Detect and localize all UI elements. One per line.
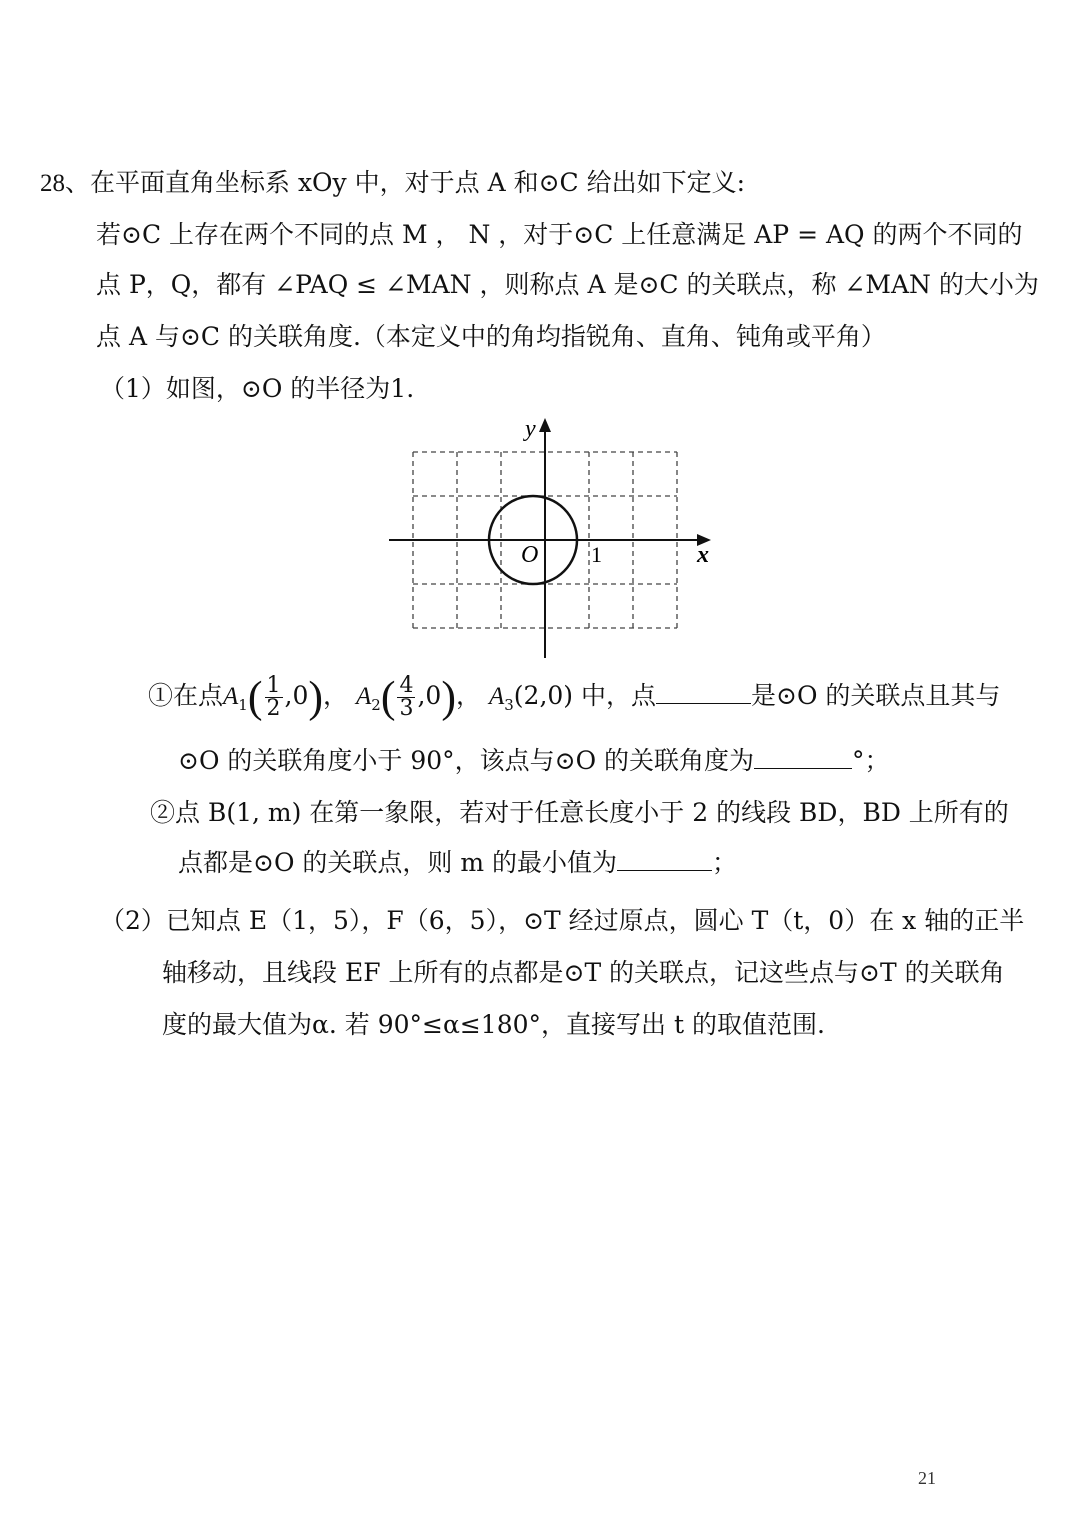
y-axis-arrow: [539, 418, 551, 432]
sub1-line2-head: ⊙O 的关联角度小于 90°，该点与⊙O 的关联角度为: [178, 746, 755, 775]
tick-label-one: 1: [591, 542, 602, 567]
point-a1-subscript: 1: [238, 696, 248, 714]
sub2-line2-head: 点都是⊙O 的关联点，则 m 的最小值为: [178, 848, 617, 877]
definition-line-3: 点 A 与⊙C 的关联角度.（本定义中的角均指锐角、直角、钝角或平角）: [96, 322, 886, 351]
sub2-line-1: ②点 B(1, m) 在第一象限，若对于任意长度小于 2 的线段 BD，BD 上所有的: [150, 798, 1009, 827]
point-a3-subscript: 3: [504, 696, 514, 714]
separator-1: ，: [323, 681, 349, 710]
x-axis-label: x: [697, 542, 709, 568]
point-a3-name: A: [488, 683, 505, 710]
point-a1-name: A: [223, 683, 239, 710]
fraction-a2-numerator: 4: [399, 673, 414, 698]
separator-2: ，: [455, 681, 481, 710]
y-axis-label: y: [525, 418, 536, 442]
sub2-line-2: [178, 846, 737, 880]
fraction-a2-denominator: 3: [399, 696, 414, 721]
question-intro-text: 在平面直角坐标系 xOy 中，对于点 A 和⊙C 给出如下定义:: [90, 168, 746, 197]
answer-blank-1[interactable]: [656, 679, 751, 704]
part2-line-1: （2）已知点 E（1，5），F（6，5），⊙T 经过原点，圆心 T（t，0）在 x 轴的正半: [100, 906, 1025, 935]
origin-label: O: [521, 542, 539, 568]
point-a1-tail: ,0: [284, 681, 309, 710]
point-a2-subscript: 2: [371, 696, 381, 714]
definition-line-1: 若⊙C 上存在两个不同的点 M ， N ，对于⊙C 上任意满足 AP = AQ 的两个不同的: [96, 220, 1023, 249]
fraction-a2: [397, 675, 415, 720]
sub1-mid: 中，点: [581, 681, 657, 710]
point-a3-coord: (2,0): [513, 681, 574, 710]
fraction-a1-numerator: 1: [266, 673, 281, 698]
sub1-lead: ①在点: [148, 681, 224, 710]
axes: [389, 418, 711, 658]
question-number: 28、: [40, 170, 91, 197]
sub1-line2-tail: °；: [852, 746, 890, 775]
definition-line-2: 点 P，Q，都有 ∠PAQ ≤ ∠MAN ，则称点 A 是⊙C 的关联点，称 ∠MAN 的大小为: [96, 270, 1039, 299]
part2-line-2: 轴移动，且线段 EF 上所有的点都是⊙T 的关联点，记这些点与⊙T 的关联角: [162, 958, 1005, 987]
sub1-after-blank: 是⊙O 的关联点且其与: [751, 681, 1001, 710]
coordinate-figure: [380, 418, 740, 658]
fraction-a1-denominator: 2: [266, 696, 281, 721]
page-number: 21: [918, 1468, 936, 1488]
part1-label: （1）如图，⊙O 的半径为1.: [100, 374, 415, 403]
point-a2-tail: ,0: [417, 681, 442, 710]
answer-blank-2[interactable]: [754, 744, 852, 769]
sub1-line-2: [178, 744, 890, 778]
sub1-line-1: ①在点$A_1$( $\frac{1}{2}$ ,0)， $A_2$( $\frac{4}{3}$ ,0)， $A_3(2,0)$ 中，点 是⊙O 的关联点且其与: [148, 672, 1001, 722]
part2-line-3: 度的最大值为α. 若 90°≤α≤180°，直接写出 t 的取值范围.: [162, 1010, 825, 1039]
point-a2-name: A: [355, 683, 372, 710]
answer-blank-3[interactable]: [617, 846, 712, 871]
sub2-line2-tail: ；: [712, 848, 738, 877]
fraction-a1: [265, 675, 283, 720]
question-intro: [40, 166, 745, 201]
